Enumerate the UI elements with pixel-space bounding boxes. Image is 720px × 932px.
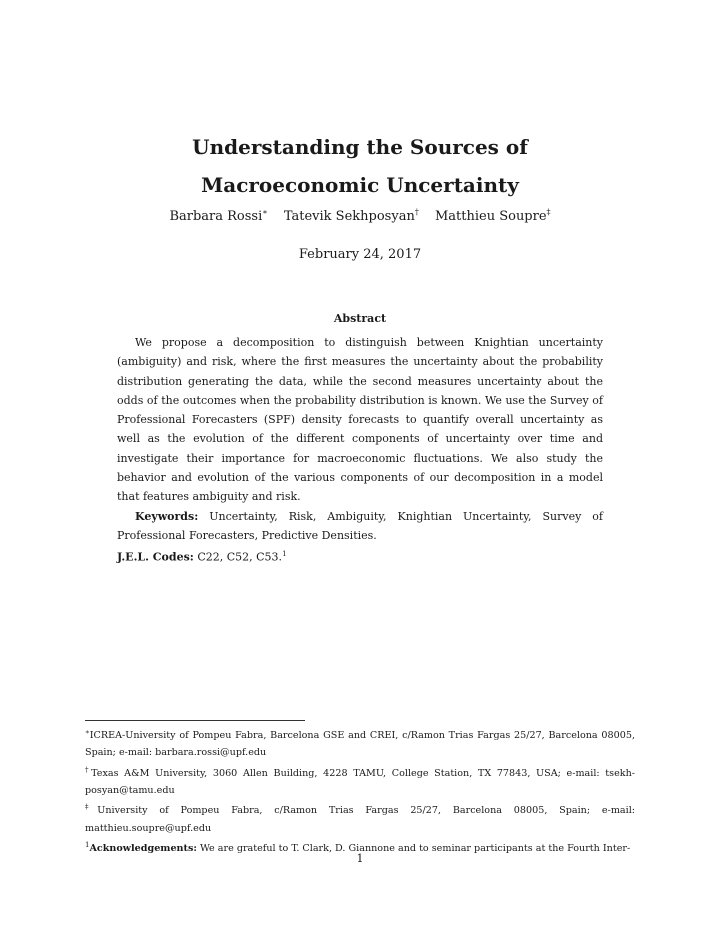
paper-date: February 24, 2017 <box>298 247 422 262</box>
footnote-3 <box>85 799 635 837</box>
abstract-block <box>117 333 603 567</box>
author-footnote-mark: † <box>414 208 419 217</box>
jel-label: J.E.L. Codes: <box>117 550 194 564</box>
keywords-label: Keywords: <box>135 509 199 523</box>
footnote-divider <box>85 720 305 721</box>
keywords-text: Uncertainty, Risk, Ambiguity, Knightian Uncertainty, Survey of Professional Forecasters, Predictive Densities. <box>117 509 603 542</box>
jel-codes-line <box>117 545 603 567</box>
page-number: 1 <box>356 852 364 865</box>
author-2 <box>284 209 419 224</box>
author-3 <box>435 209 551 224</box>
footnote-2 <box>85 762 635 800</box>
footnote-text: ICREA-University of Pompeu Fabra, Barcelona GSE and CREI, c/Ramon Trias Fargas 25/27, Barcelona 08005, Spain; e-mail: barbara.rossi@upf.edu <box>85 730 635 759</box>
paper-title: Understanding the Sources of Macroeconomic Uncertainty <box>192 135 528 197</box>
jel-footnote-mark: 1 <box>282 550 287 559</box>
footnotes <box>85 724 635 857</box>
keywords-line <box>117 507 603 546</box>
footnote-mark: ∗ <box>85 728 90 736</box>
author-1 <box>169 209 267 224</box>
footnote-1 <box>85 724 635 762</box>
footnote-text: University of Pompeu Fabra, c/Ramon Trias Fargas 25/27, Barcelona 08005, Spain; e-mail: matthieu.soupre@upf.edu <box>85 805 636 834</box>
jel-text: C22, C52, C53. <box>197 550 283 564</box>
footnote-mark: † <box>85 765 92 774</box>
abstract-heading: Abstract <box>333 312 387 325</box>
author-name: Matthieu Soupre <box>434 209 547 225</box>
footnote-text: Texas A&M University, 3060 Allen Building, 4228 TAMU, College Station, TX 77843, USA; e-mail: tsekh-posyan@tamu.edu <box>85 767 635 796</box>
author-footnote-mark: ‡ <box>546 208 551 217</box>
footnote-mark: ‡ <box>85 803 98 812</box>
author-list <box>0 208 720 224</box>
acknowledgements-text: We are grateful to T. Clark, D. Giannone and to seminar participants at the Fourth Inter- <box>199 842 631 854</box>
author-name: Barbara Rossi <box>169 209 263 225</box>
author-footnote-mark: ∗ <box>262 208 268 217</box>
acknowledgements-label: Acknowledgements: <box>89 842 197 854</box>
author-name: Tatevik Sekhposyan <box>283 209 415 225</box>
abstract-text: We propose a decomposition to distinguish between Knightian uncertainty (ambiguity) and risk, where the first measures the uncertainty about the probability distribution generating the data, while the second measures uncertainty about the odds of the outcomes when the probability distribution is known. We use the Survey of Professional Forecasters (SPF) density forecasts to quantify overall uncertainty as well as the evolution of the different components of uncertainty over time and investigate their importance for macroeconomic fluctuations. We also study the behavior and evolution of the various components of our decomposition in a model that features ambiguity and risk. <box>117 336 603 504</box>
footnote-mark: 1 <box>85 840 90 849</box>
